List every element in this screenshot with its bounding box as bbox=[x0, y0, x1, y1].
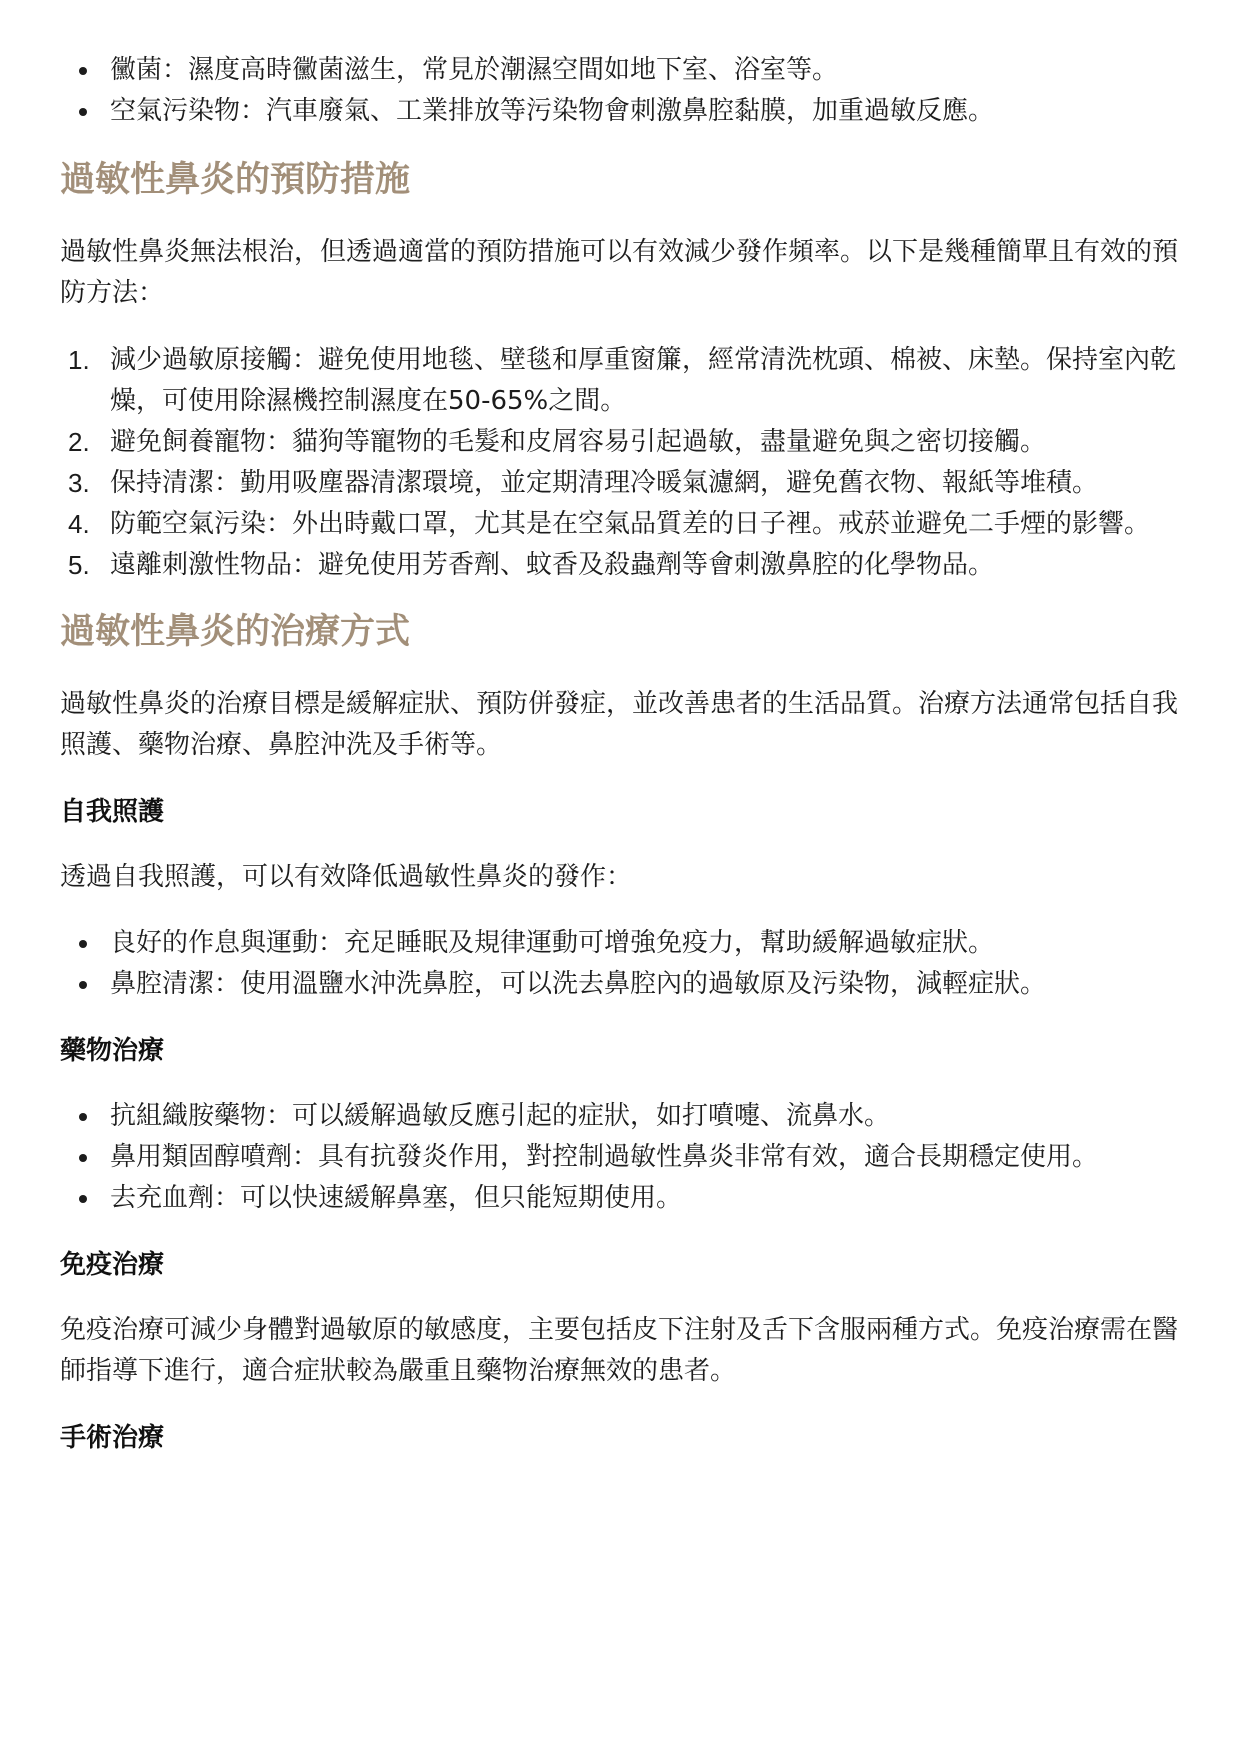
immunotherapy-heading: 免疫治療 bbox=[60, 1250, 165, 1280]
step-text: 保持清潔：勤用吸塵器清潔環境，並定期清理冷暖氣濾網，避免舊衣物、報紙等堆積。 bbox=[110, 468, 1099, 498]
list-item: 良好的作息與運動：充足睡眠及規律運動可增強免疫力，幫助緩解過敏症狀。 bbox=[60, 923, 1181, 964]
self-care-list bbox=[60, 923, 1181, 1005]
step-text: 防範空氣污染：外出時戴口罩，尤其是在空氣品質差的日子裡。戒菸並避免二手煙的影響。 bbox=[110, 509, 1151, 539]
list-item bbox=[60, 340, 1181, 422]
intro-bullet-list bbox=[60, 50, 1181, 132]
list-item: 黴菌：濕度高時黴菌滋生，常見於潮濕空間如地下室、浴室等。 bbox=[60, 50, 1181, 91]
treatment-intro: 過敏性鼻炎的治療目標是緩解症狀、預防併發症，並改善患者的生活品質。治療方法通常包括自我照護、藥物治療、鼻腔沖洗及手術等。 bbox=[60, 689, 1179, 760]
list-item bbox=[60, 463, 1181, 504]
document-page bbox=[60, 50, 1181, 1458]
step-number: 4. bbox=[68, 509, 90, 539]
list-item: 抗組織胺藥物：可以緩解過敏反應引起的症狀，如打噴嚏、流鼻水。 bbox=[60, 1096, 1181, 1137]
list-item bbox=[60, 422, 1181, 463]
step-number: 2. bbox=[68, 427, 90, 457]
self-care-heading: 自我照護 bbox=[60, 797, 165, 827]
list-item: 鼻腔清潔：使用溫鹽水沖洗鼻腔，可以洗去鼻腔內的過敏原及污染物，減輕症狀。 bbox=[60, 964, 1181, 1005]
step-text: 避免飼養寵物：貓狗等寵物的毛髮和皮屑容易引起過敏，盡量避免與之密切接觸。 bbox=[110, 427, 1047, 457]
prevention-steps-list bbox=[60, 340, 1181, 586]
prevention-intro: 過敏性鼻炎無法根治，但透過適當的預防措施可以有效減少發作頻率。以下是幾種簡單且有效的預防方法： bbox=[60, 237, 1179, 308]
step-number: 5. bbox=[68, 550, 90, 580]
step-number: 1. bbox=[68, 345, 90, 375]
treatment-heading: 過敏性鼻炎的治療方式 bbox=[60, 612, 411, 652]
surgery-heading: 手術治療 bbox=[60, 1423, 165, 1453]
medication-list bbox=[60, 1096, 1181, 1219]
list-item: 鼻用類固醇噴劑：具有抗發炎作用，對控制過敏性鼻炎非常有效，適合長期穩定使用。 bbox=[60, 1137, 1181, 1178]
self-care-intro: 透過自我照護，可以有效降低過敏性鼻炎的發作： bbox=[60, 862, 633, 892]
list-item: 空氣污染物：汽車廢氣、工業排放等污染物會刺激鼻腔黏膜，加重過敏反應。 bbox=[60, 91, 1181, 132]
step-text: 減少過敏原接觸：避免使用地毯、壁毯和厚重窗簾，經常清洗枕頭、棉被、床墊。保持室內乾燥，可使用除濕機控制濕度在50-65%之間。 bbox=[110, 345, 1177, 416]
immunotherapy-text: 免疫治療可減少身體對過敏原的敏感度，主要包括皮下注射及舌下含服兩種方式。免疫治療需在醫師指導下進行，適合症狀較為嚴重且藥物治療無效的患者。 bbox=[60, 1315, 1179, 1386]
prevention-heading: 過敏性鼻炎的預防措施 bbox=[60, 160, 411, 200]
medication-heading: 藥物治療 bbox=[60, 1036, 165, 1066]
step-text: 遠離刺激性物品：避免使用芳香劑、蚊香及殺蟲劑等會刺激鼻腔的化學物品。 bbox=[110, 550, 995, 580]
list-item: 去充血劑：可以快速緩解鼻塞，但只能短期使用。 bbox=[60, 1178, 1181, 1219]
list-item bbox=[60, 504, 1181, 545]
step-number: 3. bbox=[68, 468, 90, 498]
list-item bbox=[60, 545, 1181, 586]
